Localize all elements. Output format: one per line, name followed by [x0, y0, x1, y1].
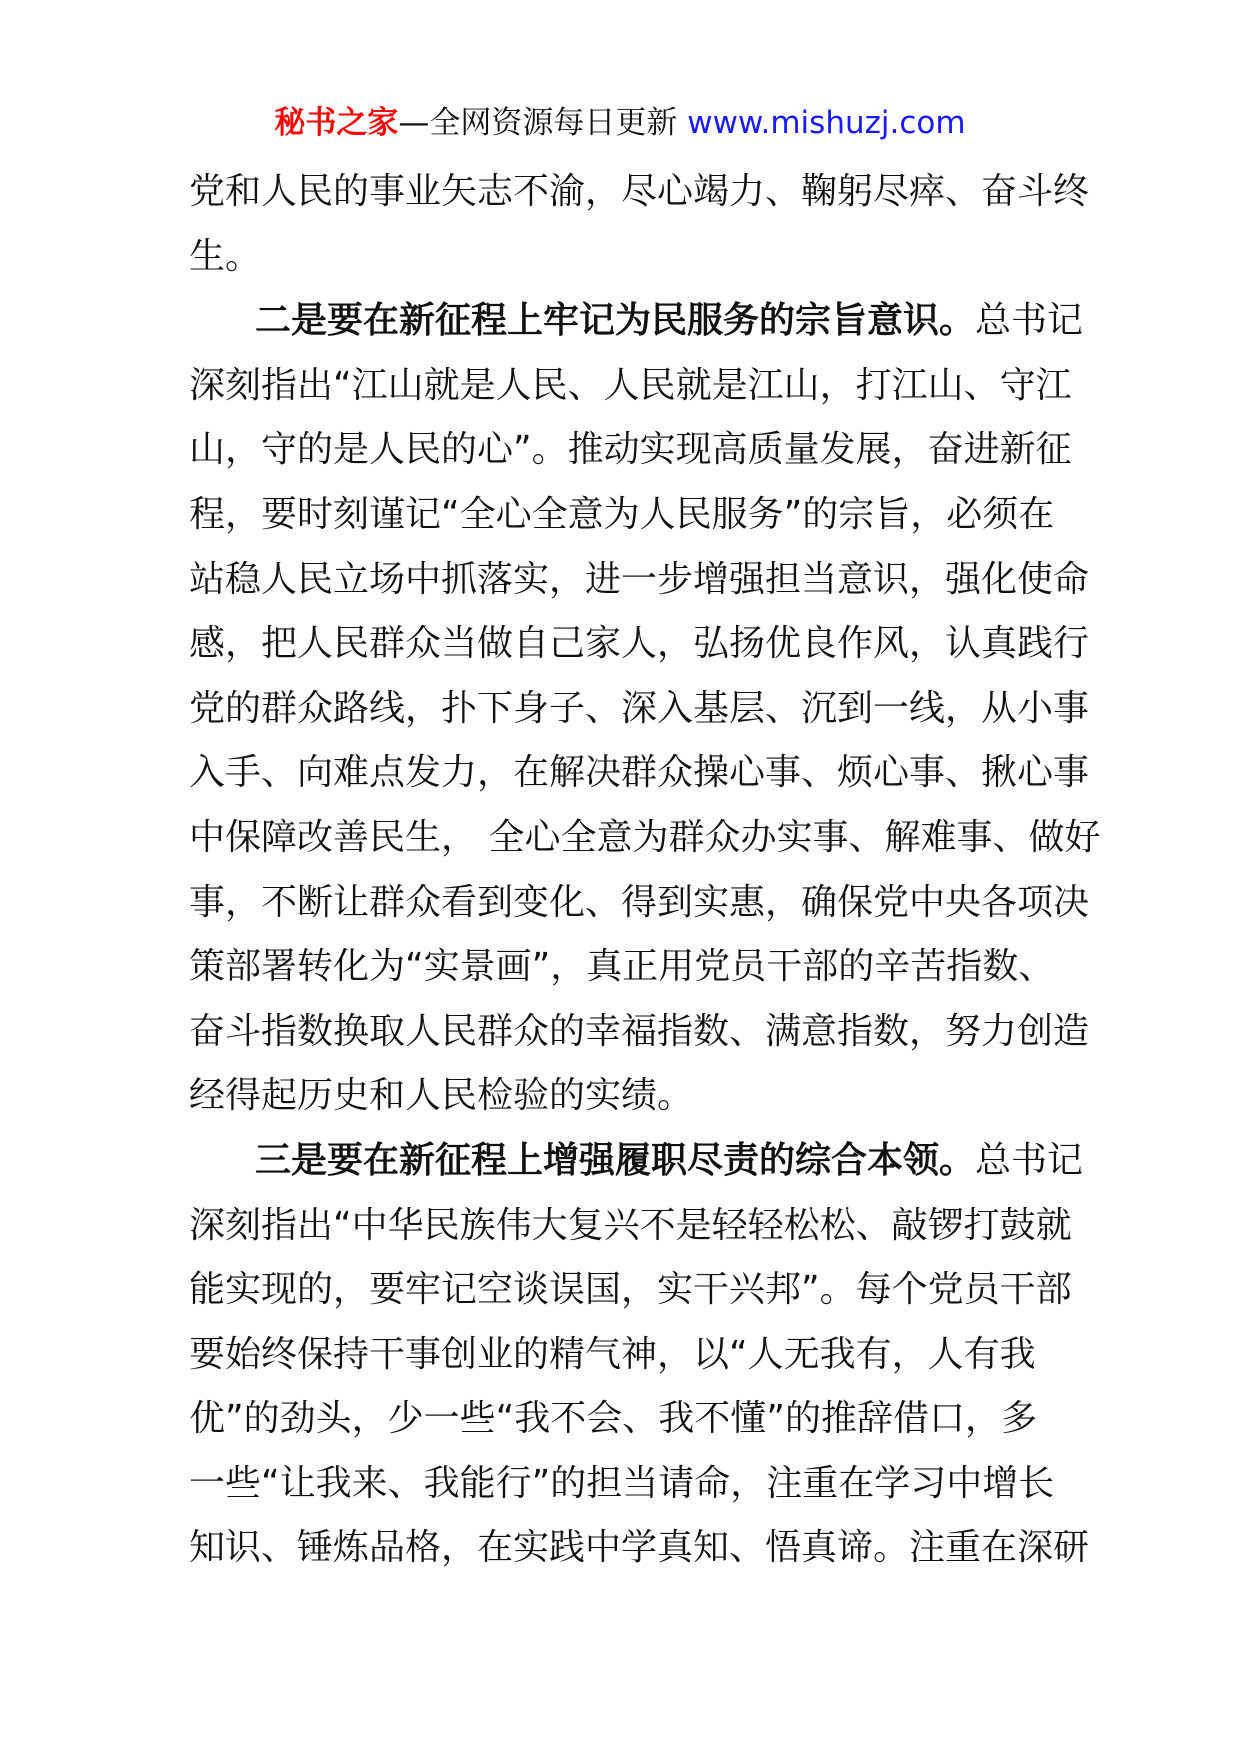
text-line: 入手、向难点发力，在解决群众操心事、烦心事、揪心事: [189, 752, 1090, 794]
text-line: 知识、锤炼品格，在实践中学真知、悟真谛。注重在深研: [189, 1527, 1090, 1569]
text-line: 感，把人民群众当做自己家人，弘扬优良作风，认真践行: [189, 623, 1090, 665]
text-line: 中保障改善民生， 全心全意为群众办实事、解难事、做好: [189, 816, 1101, 858]
paragraph-1: [189, 160, 1090, 289]
text-line: 能实现的，要牢记空谈误国，实干兴邦”。每个党员干部: [189, 1269, 1072, 1311]
text-line: 党和人民的事业矢志不渝，尽心竭力、鞠躬尽瘁、奋斗终: [189, 171, 1090, 212]
header-tagline: —全网资源每日更新: [398, 105, 688, 141]
text-line: 生。: [189, 235, 262, 277]
paragraph-first-line: [189, 289, 1084, 354]
text-line: 要始终保持干事创业的精气神，以“人无我有，人有我: [189, 1333, 1036, 1375]
text-line: 党的群众路线，扑下身子、深入基层、沉到一线，从小事: [189, 687, 1090, 729]
text-line: 深刻指出“江山就是人民、人民就是江山，打江山、守江: [189, 364, 1072, 406]
page-header: [0, 100, 1240, 146]
paragraph-first-line: [189, 1129, 1084, 1194]
text-run: 总书记: [975, 1139, 1084, 1181]
text-line: 奋斗指数换取人民群众的幸福指数、满意指数，努力创造: [189, 1010, 1090, 1052]
text-line: 优”的劲头，少一些“我不会、我不懂”的推辞借口，多: [189, 1398, 1037, 1440]
paragraph-heading: 三是要在新征程上增强履职尽责的综合本领。: [255, 1139, 976, 1181]
text-line: 站稳人民立场中抓落实，进一步增强担当意识，强化使命: [189, 558, 1090, 600]
paragraph-heading: 二是要在新征程上牢记为民服务的宗旨意识。: [255, 300, 976, 342]
paragraph-3: [189, 1129, 1090, 1581]
text-run: 总书记: [975, 300, 1084, 342]
text-line: 程，要时刻谨记“全心全意为人民服务”的宗旨，必须在: [189, 493, 1055, 535]
text-line: 策部署转化为“实景画”，真正用党员干部的辛苦指数、: [189, 946, 1055, 988]
header-site-link[interactable]: www.mishuzj.com: [687, 105, 966, 141]
text-line: 事，不断让群众看到变化、得到实惠，确保党中央各项决: [189, 881, 1090, 923]
text-line: 一些“让我来、我能行”的担当请命，注重在学习中增长: [189, 1462, 1055, 1504]
header-brand: 秘书之家: [274, 105, 399, 141]
text-line: 山，守的是人民的心”。推动实现高质量发展，奋进新征: [189, 429, 1072, 471]
document-body: [189, 160, 1101, 1581]
text-line: 深刻指出“中华民族伟大复兴不是轻轻松松、敲锣打鼓就: [189, 1204, 1072, 1246]
text-line: 经得起历史和人民检验的实绩。: [189, 1075, 694, 1117]
paragraph-2: [189, 289, 1101, 1129]
